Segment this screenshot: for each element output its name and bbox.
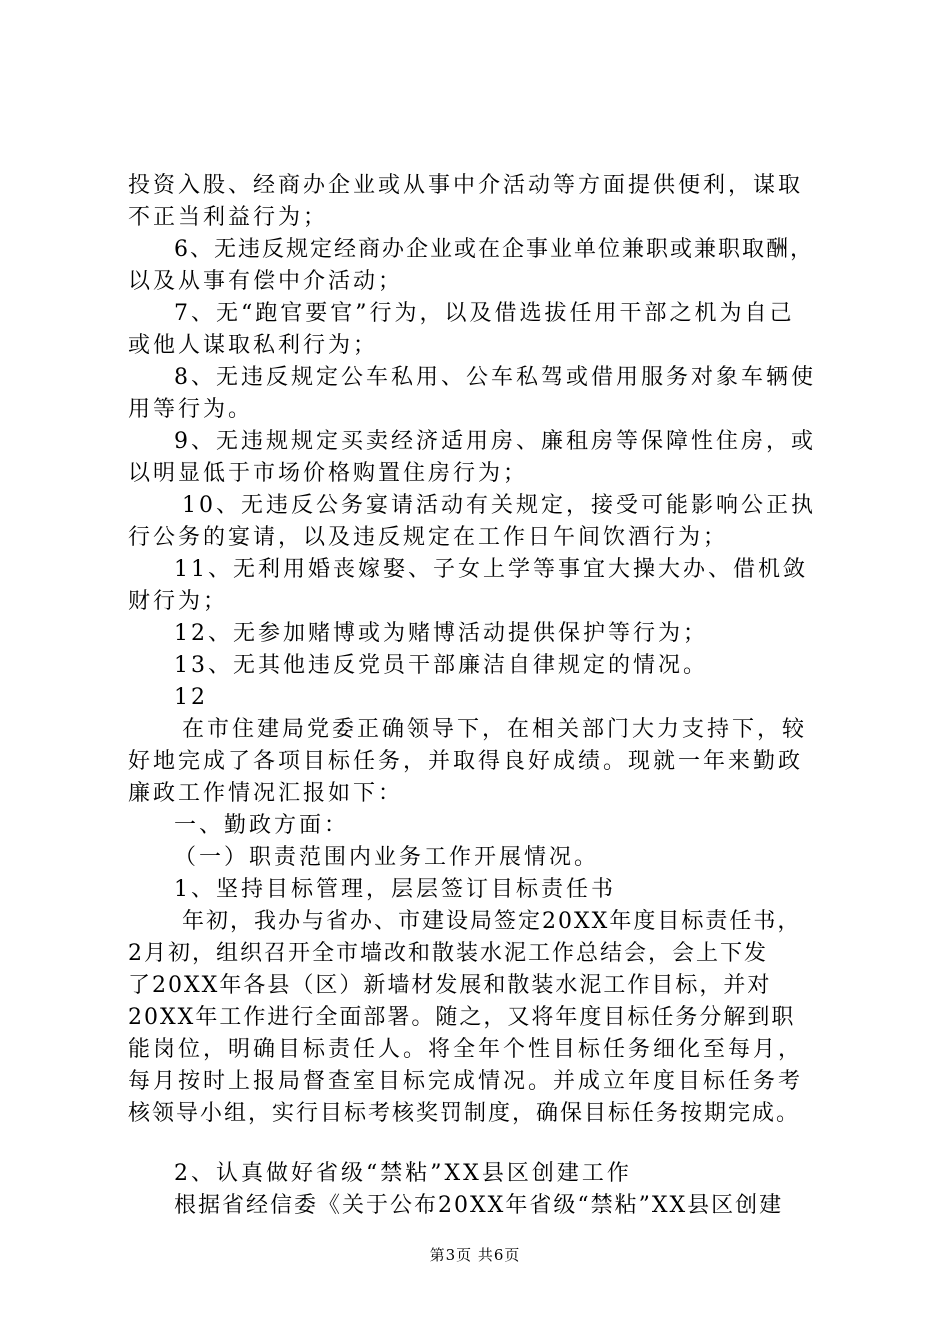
text-line: 2、认真做好省级“禁粘”XX县区创建工作	[174, 1161, 632, 1186]
text-line: 6、无违反规定经商办企业或在企事业单位兼职或兼职取酬，	[174, 237, 814, 262]
text-line: 了20XX年各县（区）新墙材发展和散装水泥工作目标，并对	[128, 973, 772, 998]
text-line: 13、无其他违反党员干部廉洁自律规定的情况。	[174, 653, 708, 678]
text-line: 能岗位，明确目标责任人。将全年个性目标任务细化至每月，	[128, 1037, 804, 1062]
document-body	[128, 170, 838, 1222]
text-line: 8、无违反规定公车私用、公车私驾或借用服务对象车辆使	[174, 365, 816, 390]
text-line: 每月按时上报局督查室目标完成情况。并成立年度目标任务考	[128, 1069, 804, 1094]
text-line: 在市住建局党委正确领导下，在相关部门大力支持下，较	[182, 717, 808, 742]
page-number-footer: 第3页 共6页	[429, 1246, 521, 1264]
text-line: 用等行为。	[128, 397, 254, 422]
text-line: 10、无违反公务宴请活动有关规定，接受可能影响公正执	[182, 493, 816, 518]
text-line: 2月初，组织召开全市墙改和散装水泥工作总结会，会上下发	[128, 941, 768, 966]
text-line: 或他人谋取私利行为；	[128, 333, 379, 358]
text-line: 以及从事有偿中介活动；	[128, 269, 404, 294]
text-line: 不正当利益行为；	[128, 205, 329, 230]
text-line: 年初，我办与省办、市建设局签定20XX年度目标责任书，	[182, 909, 802, 934]
text-line: 1、坚持目标管理，层层签订目标责任书	[174, 877, 616, 902]
text-line: 廉政工作情况汇报如下：	[128, 781, 404, 806]
text-line: 7、无“跑官要官”行为，以及借选拔任用干部之机为自己	[174, 301, 795, 326]
text-line: 20XX年工作进行全面部署。随之，又将年度目标任务分解到职	[128, 1005, 796, 1030]
text-line: 投资入股、经商办企业或从事中介活动等方面提供便利，谋取	[128, 173, 804, 198]
text-line: 财行为；	[128, 589, 229, 614]
text-line: 根据省经信委《关于公布20XX年省级“禁粘”XX县区创建	[174, 1193, 784, 1218]
text-line: （一）职责范围内业务工作开展情况。	[174, 845, 600, 870]
paragraph-gap	[128, 1130, 838, 1158]
text-line: 9、无违规规定买卖经济适用房、廉租房等保障性住房，或	[174, 429, 816, 454]
text-line: 以明显低于市场价格购置住房行为；	[128, 461, 529, 486]
text-line: 12、无参加赌博或为赌博活动提供保护等行为；	[174, 621, 708, 646]
text-line: 核领导小组，实行目标考核奖罚制度，确保目标任务按期完成。	[128, 1101, 801, 1126]
text-line: 行公务的宴请，以及违反规定在工作日午间饮酒行为；	[128, 525, 729, 550]
text-line: 一、勤政方面：	[174, 813, 350, 838]
text-line: 好地完成了各项目标任务，并取得良好成绩。现就一年来勤政	[128, 749, 804, 774]
text-line: 11、无利用婚丧嫁娶、子女上学等事宜大操大办、借机敛	[174, 557, 808, 582]
text-line: 12	[174, 685, 208, 710]
